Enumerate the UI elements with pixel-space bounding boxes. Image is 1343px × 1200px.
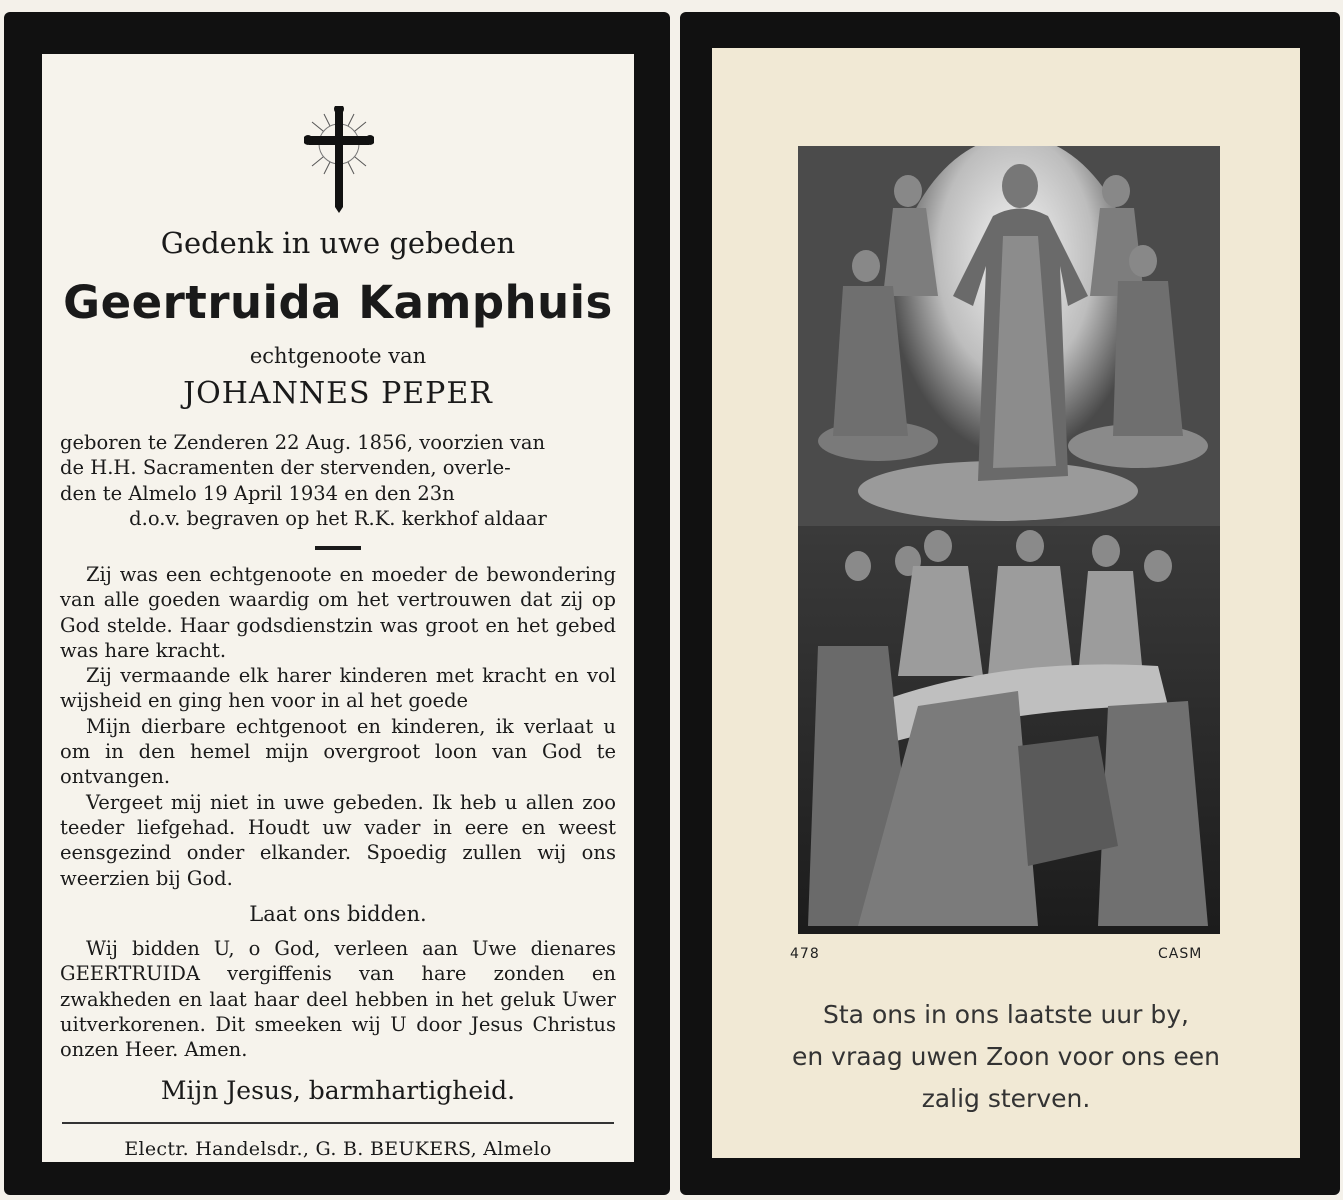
printer-credit: Electr. Handelsdr., G. B. BEUKERS, Almelo (124, 1138, 552, 1160)
bio-line: de H.H. Sacramenten der stervenden, overle- (60, 456, 511, 480)
paragraph: Zij vermaande elk harer kinderen met kracht en vol wijsheid en ging hen voor in al het goede (60, 664, 616, 713)
spouse-label: echtgenoote van (249, 344, 427, 368)
prayer-paragraph: Wij bidden U, o God, verleen aan Uwe dienares GEERTRUIDA vergiffenis van hare zonden en zwakheden en laat haar deel hebben in het geluk Uwer uitverkorenen. Dit smeeken wij U door Jesus Christus onzen Heer. Amen. (60, 937, 616, 1062)
spouse-name: JOHANNES PEPER (183, 376, 493, 411)
paragraph: Vergeet mij niet in uwe gebeden. Ik heb u allen zoo teeder liefgehad. Houdt uw vader in eere en weest eensgezind onder elkander. Spoedig zullen wij ons weerzien bij God. (60, 790, 616, 890)
publisher-mark: CASM (1158, 946, 1203, 962)
deceased-name: Geertruida Kamphuis (63, 276, 613, 329)
print-number: 478 (790, 946, 820, 962)
footer-rule (62, 1122, 614, 1124)
verse-line: Sta ons in ons laatste uur by, (823, 1000, 1189, 1029)
prayer-text (60, 936, 616, 1062)
closing-invocation: Mijn Jesus, barmhartigheid. (160, 1076, 516, 1105)
paragraph: Mijn dierbare echtgenoot en kinderen, ik verlaat u om in den hemel mijn overgroot loon van God te ontvangen. (60, 714, 616, 789)
memorial-card-front (4, 12, 670, 1195)
memorial-text (60, 562, 616, 891)
intro-text: Gedenk in uwe gebeden (160, 226, 516, 260)
back-panel (712, 48, 1300, 1158)
bio-line: geboren te Zenderen 22 Aug. 1856, voorzien van (60, 431, 546, 454)
prayer-verse (712, 994, 1300, 1120)
front-panel (42, 54, 634, 1162)
religious-illustration (798, 146, 1220, 934)
bio-line: den te Almelo 19 April 1934 en den 23n (60, 481, 455, 505)
cross-icon (304, 106, 374, 216)
verse-line: en vraag uwen Zoon voor ons een (791, 1042, 1220, 1071)
biography (60, 430, 616, 531)
memorial-card-back (680, 12, 1340, 1195)
paragraph: Zij was een echtgenoote en moeder de bewondering van alle goeden waardig om het vertrouwen dat zij op God stelde. Haar godsdienstzin was groot en het gebed was hare kracht. (60, 563, 616, 662)
bio-line: d.o.v. begraven op het R.K. kerkhof aldaar (129, 506, 547, 530)
verse-line: zalig sterven. (921, 1084, 1091, 1113)
divider (315, 546, 361, 550)
prayer-title: Laat ons bidden. (249, 902, 427, 926)
